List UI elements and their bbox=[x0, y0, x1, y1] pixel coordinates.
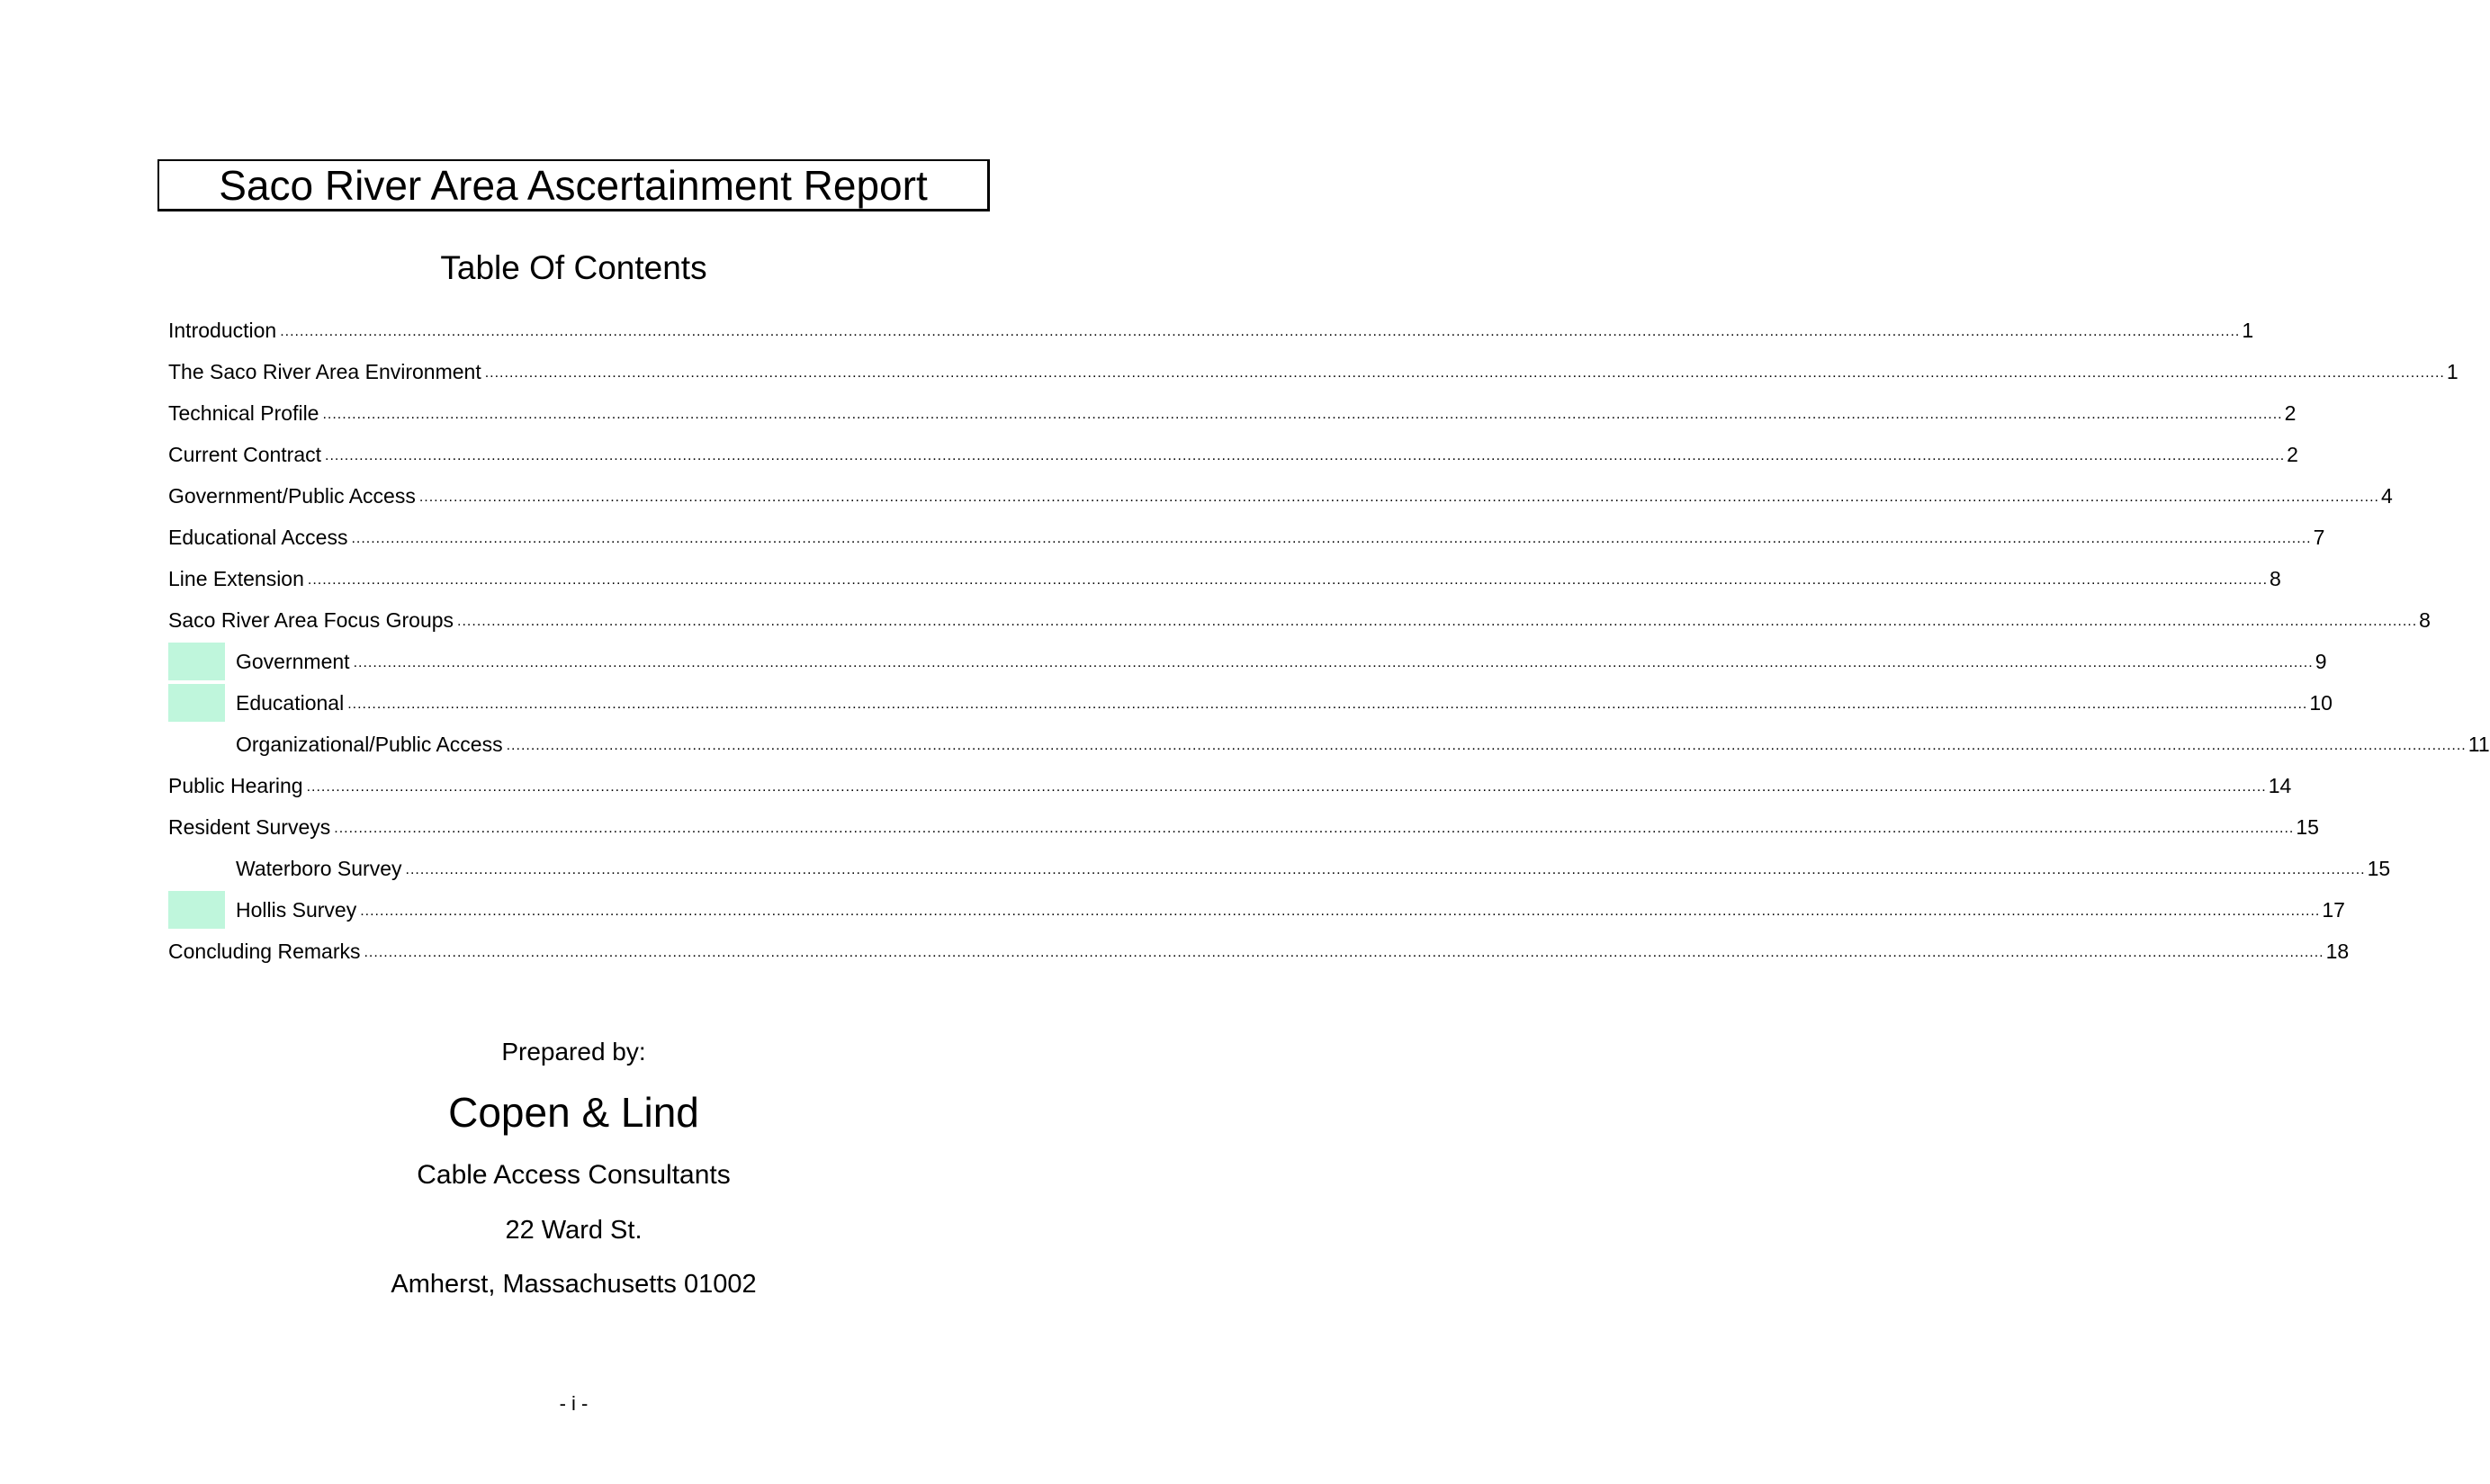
toc-entry-page: 8 bbox=[2419, 607, 2431, 632]
toc-dot-leader: ................................................................................................................................................................................................................................................................................................................................................................................................................ bbox=[418, 490, 2379, 505]
toc-dot-leader: ................................................................................................................................................................................................................................................................................................................................................................................................................ bbox=[280, 324, 2241, 339]
prepared-by-label: Prepared by: bbox=[501, 1038, 646, 1066]
toc-entry[interactable] bbox=[168, 558, 2281, 599]
toc-entry-label: Hollis Survey bbox=[236, 897, 357, 922]
toc-entry-page: 4 bbox=[2380, 483, 2393, 508]
toc-dot-leader: ................................................................................................................................................................................................................................................................................................................................................................................................................ bbox=[353, 655, 2314, 670]
toc-entry-page: 17 bbox=[2322, 897, 2345, 922]
toc-entry-page: 9 bbox=[2315, 649, 2327, 673]
toc-entry-label: Concluding Remarks bbox=[168, 939, 361, 963]
toc-entry-label: Line Extension bbox=[168, 566, 304, 590]
highlight-marker bbox=[168, 684, 225, 722]
toc-entry-label: Educational bbox=[236, 690, 345, 715]
toc-entry-label: Introduction bbox=[168, 318, 277, 342]
toc-entry[interactable] bbox=[168, 848, 2391, 889]
toc-entry[interactable] bbox=[168, 765, 2292, 806]
toc-entry[interactable] bbox=[168, 641, 2327, 682]
toc-entry-page: 8 bbox=[2270, 566, 2281, 590]
toc-dot-leader: ................................................................................................................................................................................................................................................................................................................................................................................................................ bbox=[307, 572, 2269, 588]
toc-entry-label: Technical Profile bbox=[168, 400, 319, 425]
toc-entry[interactable] bbox=[168, 310, 2254, 351]
toc-entry-label: Educational Access bbox=[168, 525, 348, 549]
toc-entry-page: 2 bbox=[2284, 400, 2297, 425]
toc-dot-leader: ................................................................................................................................................................................................................................................................................................................................................................................................................ bbox=[506, 738, 2467, 753]
street-address: 22 Ward St. bbox=[505, 1216, 643, 1245]
toc-dot-leader: ................................................................................................................................................................................................................................................................................................................................................................................................................ bbox=[325, 448, 2286, 463]
toc-entry-page: 2 bbox=[2287, 442, 2298, 466]
organization-name: Copen & Lind bbox=[448, 1089, 699, 1136]
toc-entry-page: 11 bbox=[2468, 732, 2490, 756]
toc-dot-leader: ................................................................................................................................................................................................................................................................................................................................................................................................................ bbox=[457, 614, 2418, 629]
toc-entry[interactable] bbox=[168, 806, 2319, 848]
city-address: Amherst, Massachusetts 01002 bbox=[391, 1270, 757, 1299]
toc-entry-page: 10 bbox=[2309, 690, 2333, 715]
toc-entry[interactable] bbox=[168, 931, 2350, 972]
toc-entry[interactable] bbox=[168, 599, 2431, 641]
page-number: - i - bbox=[559, 1392, 589, 1415]
toc-entry-label: Organizational/Public Access bbox=[236, 732, 503, 756]
toc-entry-page: 15 bbox=[2367, 856, 2391, 880]
toc-dot-leader: ................................................................................................................................................................................................................................................................................................................................................................................................................ bbox=[360, 904, 2321, 919]
toc-entry-label: Saco River Area Focus Groups bbox=[168, 607, 454, 632]
organization-subtitle: Cable Access Consultants bbox=[417, 1160, 731, 1190]
toc-dot-leader: ................................................................................................................................................................................................................................................................................................................................................................................................................ bbox=[306, 779, 2267, 795]
toc-entry[interactable] bbox=[168, 724, 2490, 765]
toc-dot-leader: ................................................................................................................................................................................................................................................................................................................................................................................................................ bbox=[334, 821, 2295, 836]
highlight-marker bbox=[168, 891, 225, 929]
toc-dot-leader: ................................................................................................................................................................................................................................................................................................................................................................................................................ bbox=[322, 407, 2283, 422]
report-title: Saco River Area Ascertainment Report bbox=[219, 161, 928, 209]
table-of-contents bbox=[168, 310, 2490, 972]
toc-dot-leader: ................................................................................................................................................................................................................................................................................................................................................................................................................ bbox=[484, 365, 2445, 381]
toc-heading: Table Of Contents bbox=[440, 249, 707, 286]
toc-entry-label: Current Contract bbox=[168, 442, 322, 466]
report-title-box bbox=[157, 159, 990, 211]
toc-entry-label: Waterboro Survey bbox=[236, 856, 402, 880]
toc-entry-label: Government/Public Access bbox=[168, 483, 416, 508]
toc-entry[interactable] bbox=[168, 517, 2325, 558]
toc-dot-leader: ................................................................................................................................................................................................................................................................................................................................................................................................................ bbox=[405, 862, 2366, 877]
highlight-marker bbox=[168, 643, 225, 680]
toc-dot-leader: ................................................................................................................................................................................................................................................................................................................................................................................................................ bbox=[351, 531, 2312, 546]
toc-entry[interactable] bbox=[168, 889, 2345, 931]
toc-entry[interactable] bbox=[168, 392, 2297, 434]
toc-entry[interactable] bbox=[168, 475, 2393, 517]
toc-entry-page: 1 bbox=[2242, 318, 2254, 342]
toc-entry-label: The Saco River Area Environment bbox=[168, 359, 481, 383]
toc-entry[interactable] bbox=[168, 351, 2459, 392]
toc-entry[interactable] bbox=[168, 682, 2333, 724]
toc-entry-label: Resident Surveys bbox=[168, 814, 331, 839]
toc-entry-page: 15 bbox=[2296, 814, 2319, 839]
toc-entry-page: 1 bbox=[2446, 359, 2459, 383]
toc-dot-leader: ................................................................................................................................................................................................................................................................................................................................................................................................................ bbox=[347, 697, 2308, 712]
toc-dot-leader: ................................................................................................................................................................................................................................................................................................................................................................................................................ bbox=[364, 945, 2324, 960]
toc-entry-label: Government bbox=[236, 649, 350, 673]
toc-entry-page: 14 bbox=[2268, 773, 2292, 797]
toc-entry-page: 7 bbox=[2313, 525, 2325, 549]
toc-entry-label: Public Hearing bbox=[168, 773, 303, 797]
toc-entry-page: 18 bbox=[2325, 939, 2350, 963]
toc-entry[interactable] bbox=[168, 434, 2298, 475]
